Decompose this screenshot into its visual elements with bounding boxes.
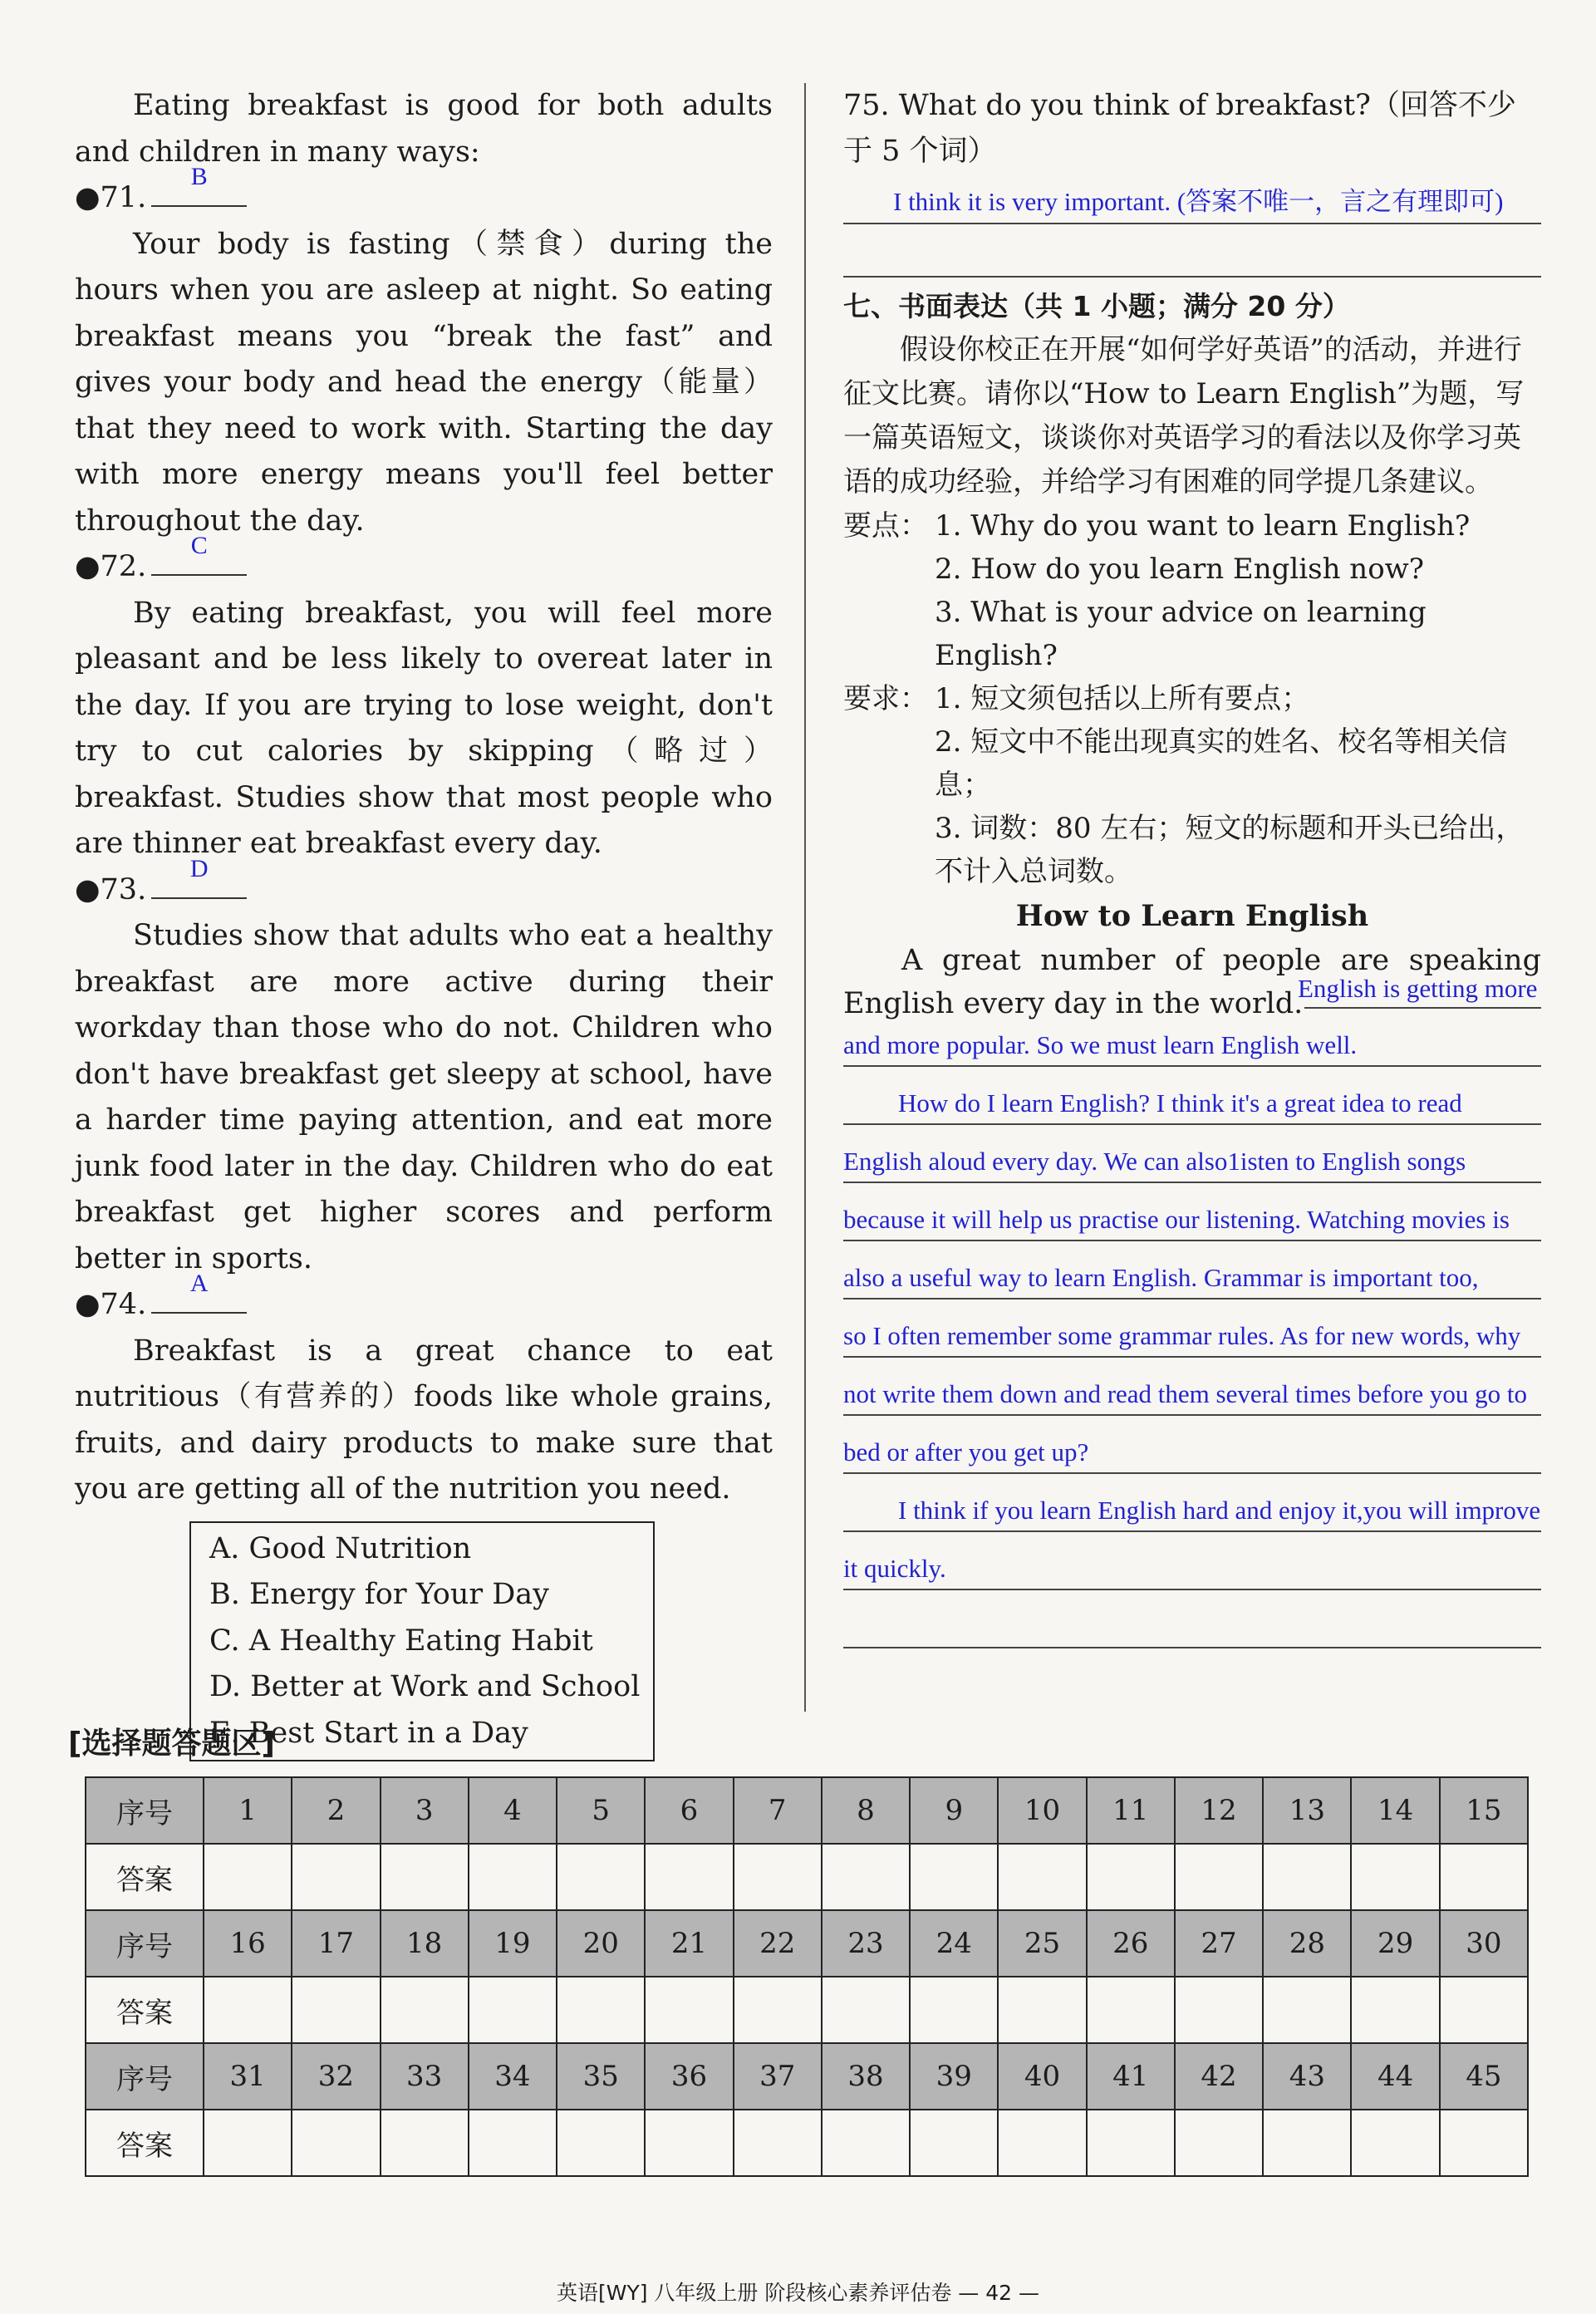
answer-grid <box>85 1776 1529 2177</box>
answer-cell[interactable] <box>557 2110 645 2176</box>
question-number-cell: 3 <box>381 1777 469 1844</box>
answer-cell[interactable] <box>1175 2110 1263 2176</box>
answer-cell[interactable] <box>1175 1977 1263 2043</box>
question-number-cell: 27 <box>1175 1910 1263 1977</box>
answer-cell[interactable] <box>998 1844 1086 1910</box>
answer-blank-74[interactable] <box>151 1270 247 1314</box>
answer-line-75[interactable] <box>843 174 1541 224</box>
essay-title: How to Learn English <box>1015 899 1369 933</box>
answer-72: C <box>190 532 208 559</box>
answer-cell[interactable] <box>998 1977 1086 2043</box>
question-number-cell: 38 <box>822 2043 910 2110</box>
question-number-cell: 11 <box>1087 1777 1175 1844</box>
page-footer: 英语[WY] 八年级上册 阶段核心素养评估卷 — 42 — <box>556 2281 1040 2305</box>
question-number-cell: 33 <box>381 2043 469 2110</box>
answer-cell[interactable] <box>557 1977 645 2043</box>
reqs-row-2 <box>843 720 1541 807</box>
paragraph-74: Breakfast is a great chance to eat nutritious（有营养的）foods like whole grains, fruits, and dairy products to make sure that you are getting all of the nutrition you need. <box>75 1334 773 1506</box>
answer-cell[interactable] <box>910 2110 998 2176</box>
reqs-row-3 <box>843 807 1541 893</box>
answer-area-title: [选择题答题区] <box>68 1727 275 1761</box>
question-72: ●72. C <box>75 544 773 591</box>
question-number-cell: 23 <box>822 1910 910 1977</box>
answer-blank-73[interactable] <box>151 854 247 899</box>
answer-cell[interactable] <box>645 2110 733 2176</box>
answer-label: 答案 <box>86 1977 204 2043</box>
question-number-cell: 35 <box>557 2043 645 2110</box>
grid-answer-row <box>86 1844 1528 1910</box>
req-1: 1. 短文须包括以上所有要点； <box>935 682 1310 715</box>
right-column <box>843 83 1541 1648</box>
question-number-cell: 12 <box>1175 1777 1263 1844</box>
answer-cell[interactable] <box>645 1977 733 2043</box>
answer-cell[interactable] <box>1175 1844 1263 1910</box>
answer-cell[interactable] <box>557 1844 645 1910</box>
writing-task: 假设你校正在开展“如何学好英语”的活动，并进行征文比赛。请你以“How to Learn English”为题，写一篇英语短文，谈谈你对英语学习的看法以及你学习英语的成功经验，并给学习有困难的同学提几条建议。 <box>843 333 1525 499</box>
answer-cell[interactable] <box>1087 1844 1175 1910</box>
question-number-cell: 22 <box>734 1910 822 1977</box>
question-number-cell: 1 <box>204 1777 292 1844</box>
answer-74: A <box>189 1270 209 1297</box>
answer-cell[interactable] <box>1351 1844 1439 1910</box>
section-title: 七、书面表达（共 1 小题；满分 20 分） <box>843 290 1350 322</box>
essay-line-11[interactable]: it quickly. <box>843 1532 1541 1590</box>
paragraph-72: By eating breakfast, you will feel more pleasant and be less likely to overeat later in the day. If you are trying to lose weight, don't try to cut calories by skipping（略过）breakfast. Studies show that most people who are thinner eat breakfast every day. <box>75 596 773 860</box>
question-number-cell: 9 <box>910 1777 998 1844</box>
answer-cell[interactable] <box>1440 2110 1528 2176</box>
question-number-cell: 40 <box>998 2043 1086 2110</box>
question-number-cell: 28 <box>1263 1910 1351 1977</box>
question-71: ●71. B <box>75 175 773 222</box>
points-row-1 <box>843 504 1541 548</box>
reqs-row-1 <box>843 677 1541 720</box>
option-e: E. Best Start in a Day <box>209 1716 528 1750</box>
answer-cell[interactable] <box>734 1977 822 2043</box>
answer-cell[interactable] <box>204 1977 292 2043</box>
answer-cell[interactable] <box>1351 2110 1439 2176</box>
answer-71: B <box>190 163 208 190</box>
question-number-cell: 10 <box>998 1777 1086 1844</box>
answer-cell[interactable] <box>1440 1977 1528 2043</box>
seq-label: 序号 <box>86 2043 204 2110</box>
question-number-cell: 18 <box>381 1910 469 1977</box>
question-number-cell: 37 <box>734 2043 822 2110</box>
grid-answer-row <box>86 2110 1528 2176</box>
question-number-cell: 45 <box>1440 2043 1528 2110</box>
option-c: C. A Healthy Eating Habit <box>209 1624 593 1658</box>
answer-cell[interactable] <box>469 2110 557 2176</box>
question-number-cell: 5 <box>557 1777 645 1844</box>
point-3: 3. What is your advice on learning English? <box>935 596 1427 672</box>
question-number-cell: 17 <box>292 1910 380 1977</box>
reqs-label: 要求： <box>843 682 928 715</box>
paragraph-71: Your body is fasting（禁食）during the hours when you are asleep at night. So eating breakfast means you “break the fast” and gives your body and head the energy（能量）that they need to work with. Starting the day with more energy means you'll feel better throughout the day. <box>75 227 773 538</box>
question-number-cell: 19 <box>469 1910 557 1977</box>
essay-line-2[interactable]: and more popular. So we must learn English well. <box>843 1009 1541 1067</box>
question-number-cell: 31 <box>204 2043 292 2110</box>
grid-answer-row <box>86 1977 1528 2043</box>
question-number-cell: 32 <box>292 2043 380 2110</box>
question-number-cell: 26 <box>1087 1910 1175 1977</box>
answer-cell[interactable] <box>381 2110 469 2176</box>
option-d: D. Better at Work and School <box>209 1670 641 1703</box>
question-74: ●74. A <box>75 1282 773 1329</box>
question-number-cell: 25 <box>998 1910 1086 1977</box>
essay-line-9[interactable]: bed or after you get up? <box>843 1416 1541 1474</box>
answer-cell[interactable] <box>1263 1844 1351 1910</box>
option-a: A. Good Nutrition <box>209 1531 472 1565</box>
question-number-cell: 4 <box>469 1777 557 1844</box>
question-75-prompt: 75. What do you think of breakfast?（回答不少于 5 个词） <box>843 89 1516 168</box>
answer-73: D <box>189 854 209 882</box>
essay-line-10[interactable]: I think if you learn English hard and enjoy it,you will improve <box>843 1474 1541 1532</box>
answer-cell[interactable] <box>469 1977 557 2043</box>
question-number-cell: 30 <box>1440 1910 1528 1977</box>
paragraph-73: Studies show that adults who eat a healthy breakfast are more active during their workday than those who do not. Children who don't have breakfast get sleepy at school, have a harder time paying attention, and eat more junk food later in the day. Children who do eat breakfast get higher scores and perform better in sports. <box>75 919 773 1275</box>
question-number-cell: 29 <box>1351 1910 1439 1977</box>
points-row-3 <box>843 591 1541 677</box>
essay-line-5[interactable]: because it will help us practise our listening. Watching movies is <box>843 1183 1541 1241</box>
question-number-cell: 14 <box>1351 1777 1439 1844</box>
question-number-cell: 42 <box>1175 2043 1263 2110</box>
question-73: ●73. D <box>75 867 773 914</box>
point-2: 2. How do you learn English now? <box>935 553 1425 586</box>
point-1: 1. Why do you want to learn English? <box>935 509 1471 543</box>
answer-cell[interactable] <box>998 2110 1086 2176</box>
answer-cell[interactable] <box>1263 2110 1351 2176</box>
question-number-cell: 15 <box>1440 1777 1528 1844</box>
answer-cell[interactable] <box>381 1844 469 1910</box>
essay-line-6[interactable]: also a useful way to learn English. Grammar is important too, <box>843 1241 1541 1299</box>
seq-label: 序号 <box>86 1910 204 1977</box>
question-number-cell: 16 <box>204 1910 292 1977</box>
question-number-cell: 8 <box>822 1777 910 1844</box>
points-label: 要点： <box>843 509 928 543</box>
column-divider <box>804 83 806 1712</box>
answer-label: 答案 <box>86 2110 204 2176</box>
question-number-cell: 7 <box>734 1777 822 1844</box>
answer-cell[interactable] <box>1351 1977 1439 2043</box>
answer-cell[interactable] <box>1087 2110 1175 2176</box>
essay-line-4[interactable]: English aloud every day. We can also1isten to English songs <box>843 1125 1541 1183</box>
essay-start: A great number of people are speaking English every day in the world. <box>843 944 1541 1020</box>
points-row-2 <box>843 548 1541 591</box>
answer-cell[interactable] <box>381 1977 469 2043</box>
answer-cell[interactable] <box>204 2110 292 2176</box>
left-column <box>75 83 773 1761</box>
seq-label: 序号 <box>86 1777 204 1844</box>
req-3: 3. 词数：80 左右；短文的标题和开头已给出，不计入总词数。 <box>935 812 1525 888</box>
answer-cell[interactable] <box>645 1844 733 1910</box>
essay-line-8[interactable]: not write them down and read them several times before you go to <box>843 1358 1541 1416</box>
answer-blank-72[interactable] <box>151 532 247 576</box>
grid-number-row <box>86 1910 1528 1977</box>
answer-cell[interactable] <box>822 1844 910 1910</box>
answer-cell[interactable] <box>910 1844 998 1910</box>
grid-number-row <box>86 1777 1528 1844</box>
answer-blank-71[interactable] <box>151 163 247 207</box>
answer-cell[interactable] <box>822 1977 910 2043</box>
question-number-cell: 36 <box>645 2043 733 2110</box>
answer-cell[interactable] <box>292 1844 380 1910</box>
answer-cell[interactable] <box>1087 1977 1175 2043</box>
answer-cell[interactable] <box>822 2110 910 2176</box>
answer-cell[interactable] <box>292 2110 380 2176</box>
question-number-cell: 13 <box>1263 1777 1351 1844</box>
answer-75: I think it is very important. (答案不唯一，言之有理即可) <box>893 187 1504 216</box>
option-b: B. Energy for Your Day <box>209 1578 549 1611</box>
essay-line-3[interactable]: How do I learn English? I think it's a great idea to read <box>843 1067 1541 1125</box>
question-number-cell: 2 <box>292 1777 380 1844</box>
answer-cell[interactable] <box>734 2110 822 2176</box>
answer-line-75b[interactable] <box>843 224 1541 278</box>
grid-number-row <box>86 2043 1528 2110</box>
essay-line-12[interactable] <box>843 1590 1541 1648</box>
answer-cell[interactable] <box>292 1977 380 2043</box>
question-number-cell: 39 <box>910 2043 998 2110</box>
answer-cell[interactable] <box>469 1844 557 1910</box>
question-number-cell: 21 <box>645 1910 733 1977</box>
answer-label: 答案 <box>86 1844 204 1910</box>
answer-cell[interactable] <box>1263 1977 1351 2043</box>
question-number-cell: 24 <box>910 1910 998 1977</box>
question-number-cell: 43 <box>1263 2043 1351 2110</box>
question-number-cell: 6 <box>645 1777 733 1844</box>
answer-cell[interactable] <box>910 1977 998 2043</box>
answer-cell[interactable] <box>204 1844 292 1910</box>
question-number-cell: 20 <box>557 1910 645 1977</box>
essay-line-1[interactable]: English is getting more <box>1304 982 1541 1009</box>
question-number-cell: 41 <box>1087 2043 1175 2110</box>
essay-line-7[interactable]: so I often remember some grammar rules. As for new words, why <box>843 1299 1541 1358</box>
answer-cell[interactable] <box>734 1844 822 1910</box>
intro-text: Eating breakfast is good for both adults and children in many ways: <box>75 89 773 169</box>
question-number-cell: 44 <box>1351 2043 1439 2110</box>
answer-cell[interactable] <box>1440 1844 1528 1910</box>
question-number-cell: 34 <box>469 2043 557 2110</box>
req-2: 2. 短文中不能出现真实的姓名、校名等相关信息； <box>935 725 1508 802</box>
